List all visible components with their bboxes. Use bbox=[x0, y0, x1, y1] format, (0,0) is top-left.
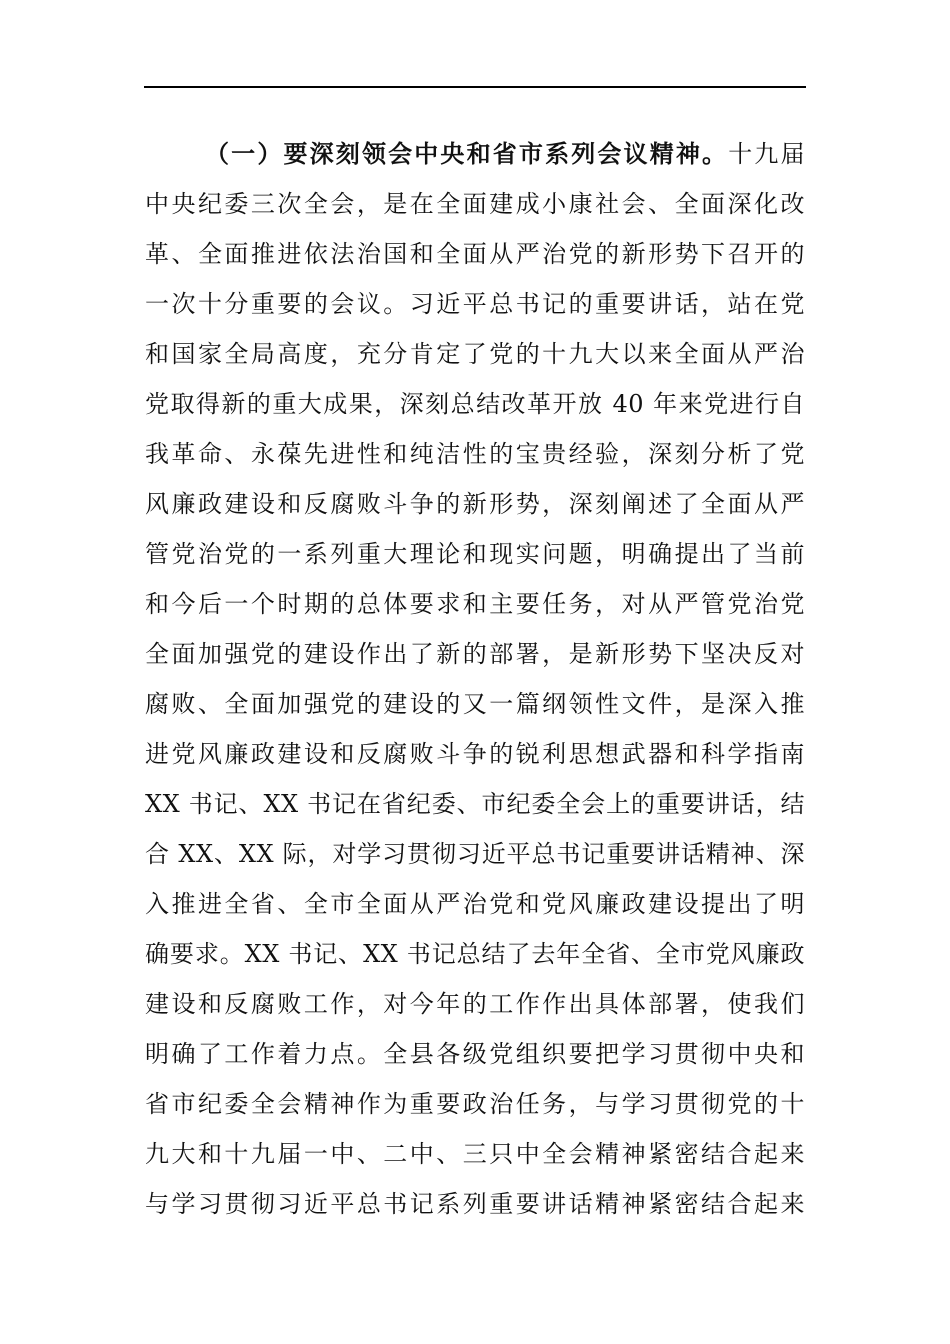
text-line: 我革命、永葆先进性和纯洁性的宝贵经验，深刻分析了党 bbox=[145, 440, 805, 468]
text-line: 合 XX、XX 际，对学习贯彻习近平总书记重要讲话精神、深 bbox=[145, 840, 805, 868]
first-line-text: 十九届 bbox=[728, 140, 806, 168]
paragraph-first-line bbox=[145, 129, 805, 179]
text-line: 风廉政建设和反腐败斗争的新形势，深刻阐述了全面从严 bbox=[145, 490, 805, 518]
text-line: 确要求。XX 书记、XX 书记总结了去年全省、全市党风廉政 bbox=[145, 940, 805, 968]
text-line: 一次十分重要的会议。习近平总书记的重要讲话，站在党 bbox=[145, 290, 805, 318]
text-line: 党取得新的重大成果，深刻总结改革开放 40 年来党进行自 bbox=[145, 390, 805, 418]
section-heading: （一）要深刻领会中央和省市系列会议精神。 bbox=[205, 139, 729, 168]
text-line: 建设和反腐败工作，对今年的工作作出具体部署，使我们 bbox=[145, 990, 805, 1018]
text-line: 革、全面推进依法治国和全面从严治党的新形势下召开的 bbox=[145, 240, 805, 268]
text-line: XX 书记、XX 书记在省纪委、市纪委全会上的重要讲话，结 bbox=[145, 790, 805, 818]
text-line: 中央纪委三次全会，是在全面建成小康社会、全面深化改 bbox=[145, 190, 805, 218]
text-line: 九大和十九届一中、二中、三只中全会精神紧密结合起来 bbox=[145, 1140, 805, 1168]
text-line: 入推进全省、全市全面从严治党和党风廉政建设提出了明 bbox=[145, 890, 805, 918]
text-line: 进党风廉政建设和反腐败斗争的锐利思想武器和科学指南 bbox=[145, 740, 805, 768]
text-line: 与学习贯彻习近平总书记系列重要讲话精神紧密结合起来 bbox=[145, 1190, 805, 1218]
text-line: 全面加强党的建设作出了新的部署，是新形势下坚决反对 bbox=[145, 640, 805, 668]
body-text bbox=[145, 129, 805, 1229]
header-rule bbox=[144, 86, 806, 88]
text-line: 省市纪委全会精神作为重要政治任务，与学习贯彻党的十 bbox=[145, 1090, 805, 1118]
text-line: 和今后一个时期的总体要求和主要任务，对从严管党治党 bbox=[145, 590, 805, 618]
text-line: 和国家全局高度，充分肯定了党的十九大以来全面从严治 bbox=[145, 340, 805, 368]
text-line: 腐败、全面加强党的建设的又一篇纲领性文件，是深入推 bbox=[145, 690, 805, 718]
text-line: 明确了工作着力点。全县各级党组织要把学习贯彻中央和 bbox=[145, 1040, 805, 1068]
text-line: 管党治党的一系列重大理论和现实问题，明确提出了当前 bbox=[145, 540, 805, 568]
